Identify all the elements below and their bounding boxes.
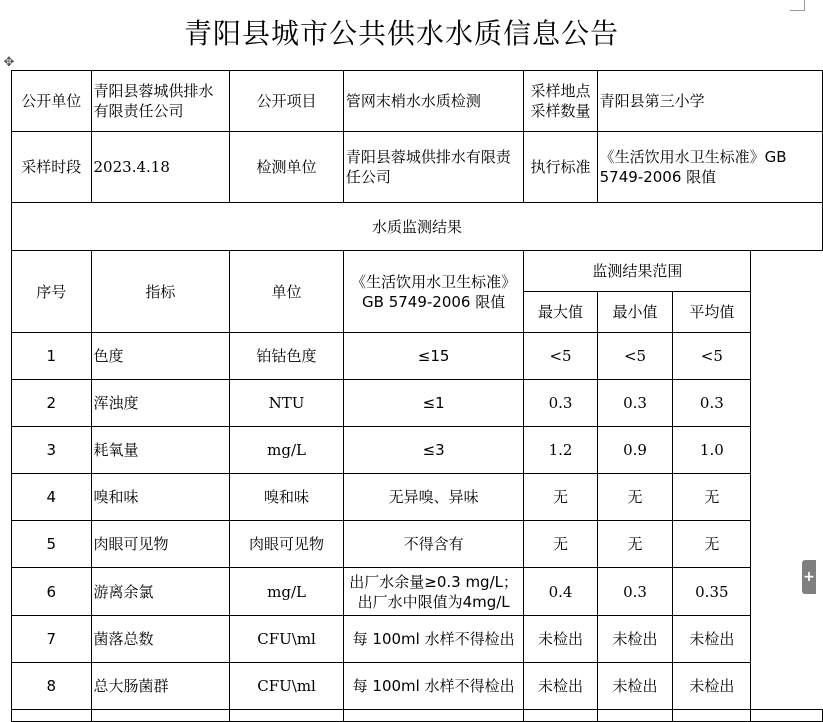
row-no: 6 xyxy=(12,568,92,616)
row-unit: 肉眼可见物 xyxy=(230,521,344,568)
table-row xyxy=(12,616,823,663)
row-min: <5 xyxy=(597,333,673,380)
row-min: 无 xyxy=(597,521,673,568)
row-no: 8 xyxy=(12,663,92,710)
row-unit: CFU\ml xyxy=(230,663,344,710)
row-indicator: 色度 xyxy=(91,333,230,380)
header-min: 最小值 xyxy=(597,292,673,333)
period-value: 2023.4.18 xyxy=(91,132,230,203)
table-row-partial xyxy=(12,710,823,722)
row-indicator: 总大肠菌群 xyxy=(91,663,230,710)
row-avg: 无 xyxy=(673,521,751,568)
header-avg: 平均值 xyxy=(673,292,751,333)
header-max: 最大值 xyxy=(524,292,597,333)
row-unit: mg/L xyxy=(230,568,344,616)
row-indicator: 菌落总数 xyxy=(91,616,230,663)
row-min: 未检出 xyxy=(597,616,673,663)
table-row xyxy=(12,568,823,616)
row-max: <5 xyxy=(524,333,597,380)
row-limit: 不得含有 xyxy=(343,521,524,568)
standard-value: 《生活饮用水卫生标准》GB 5749-2006 限值 xyxy=(597,132,822,203)
table-move-handle-icon[interactable]: ✥ xyxy=(3,55,15,70)
table-row xyxy=(12,427,823,474)
row-no: 1 xyxy=(12,333,92,380)
project-label: 公开项目 xyxy=(230,71,344,132)
row-min: 0.3 xyxy=(597,380,673,427)
row-no: 2 xyxy=(12,380,92,427)
row-limit: 每 100ml 水样不得检出 xyxy=(343,663,524,710)
row-unit: mg/L xyxy=(230,427,344,474)
row-limit: ≤15 xyxy=(343,333,524,380)
header-indicator: 指标 xyxy=(91,251,230,333)
header-range: 监测结果范围 xyxy=(524,251,751,292)
row-avg: 1.0 xyxy=(673,427,751,474)
page-corner-mark xyxy=(790,0,805,11)
row-indicator: 浑浊度 xyxy=(91,380,230,427)
header-no: 序号 xyxy=(12,251,92,333)
row-indicator: 肉眼可见物 xyxy=(91,521,230,568)
publisher-label: 公开单位 xyxy=(12,71,92,132)
lab-label: 检测单位 xyxy=(230,132,344,203)
row-no: 5 xyxy=(12,521,92,568)
header-row-1 xyxy=(12,251,823,292)
side-expand-tab[interactable]: + xyxy=(802,560,816,594)
row-avg: 0.3 xyxy=(673,380,751,427)
row-max: 无 xyxy=(524,521,597,568)
table-row xyxy=(12,474,823,521)
page-title: 青阳县城市公共供水水质信息公告 xyxy=(183,17,619,50)
row-unit: 铂钴色度 xyxy=(230,333,344,380)
row-limit: ≤3 xyxy=(343,427,524,474)
row-limit: 出厂水余量≥0.3 mg/L；出厂水中限值为4mg/L xyxy=(343,568,524,616)
row-no: 7 xyxy=(12,616,92,663)
results-title-row xyxy=(12,203,823,251)
row-avg: 未检出 xyxy=(673,616,751,663)
location-value: 青阳县第三小学 xyxy=(597,71,822,132)
row-indicator: 耗氧量 xyxy=(91,427,230,474)
row-max: 0.4 xyxy=(524,568,597,616)
row-unit: 嗅和味 xyxy=(230,474,344,521)
project-value: 管网末梢水水质检测 xyxy=(343,71,524,132)
location-label: 采样地点采样数量 xyxy=(524,71,597,132)
row-limit: 无异嗅、异味 xyxy=(343,474,524,521)
header-unit: 单位 xyxy=(230,251,344,333)
table-row xyxy=(12,333,823,380)
publisher-value: 青阳县蓉城供排水有限责任公司 xyxy=(91,71,230,132)
header-limit: 《生活饮用水卫生标准》GB 5749-2006 限值 xyxy=(343,251,524,333)
table-row xyxy=(12,663,823,710)
row-indicator: 游离余氯 xyxy=(91,568,230,616)
info-row-2 xyxy=(12,132,823,203)
water-quality-table xyxy=(11,70,823,722)
table-row xyxy=(12,521,823,568)
row-avg: 0.35 xyxy=(673,568,751,616)
table-row xyxy=(12,380,823,427)
row-min: 无 xyxy=(597,474,673,521)
standard-label: 执行标准 xyxy=(524,132,597,203)
row-avg: <5 xyxy=(673,333,751,380)
row-no: 4 xyxy=(12,474,92,521)
row-indicator: 嗅和味 xyxy=(91,474,230,521)
row-no: 3 xyxy=(12,427,92,474)
row-avg: 未检出 xyxy=(673,663,751,710)
info-row-1 xyxy=(12,71,823,132)
row-max: 未检出 xyxy=(524,616,597,663)
row-limit: 每 100ml 水样不得检出 xyxy=(343,616,524,663)
period-label: 采样时段 xyxy=(12,132,92,203)
row-limit: ≤1 xyxy=(343,380,524,427)
row-max: 0.3 xyxy=(524,380,597,427)
lab-value: 青阳县蓉城供排水有限责任公司 xyxy=(343,132,524,203)
row-max: 1.2 xyxy=(524,427,597,474)
row-avg: 无 xyxy=(673,474,751,521)
row-min: 0.3 xyxy=(597,568,673,616)
row-min: 0.9 xyxy=(597,427,673,474)
row-unit: NTU xyxy=(230,380,344,427)
row-max: 未检出 xyxy=(524,663,597,710)
results-title: 水质监测结果 xyxy=(12,203,823,251)
row-max: 无 xyxy=(524,474,597,521)
row-unit: CFU\ml xyxy=(230,616,344,663)
row-min: 未检出 xyxy=(597,663,673,710)
